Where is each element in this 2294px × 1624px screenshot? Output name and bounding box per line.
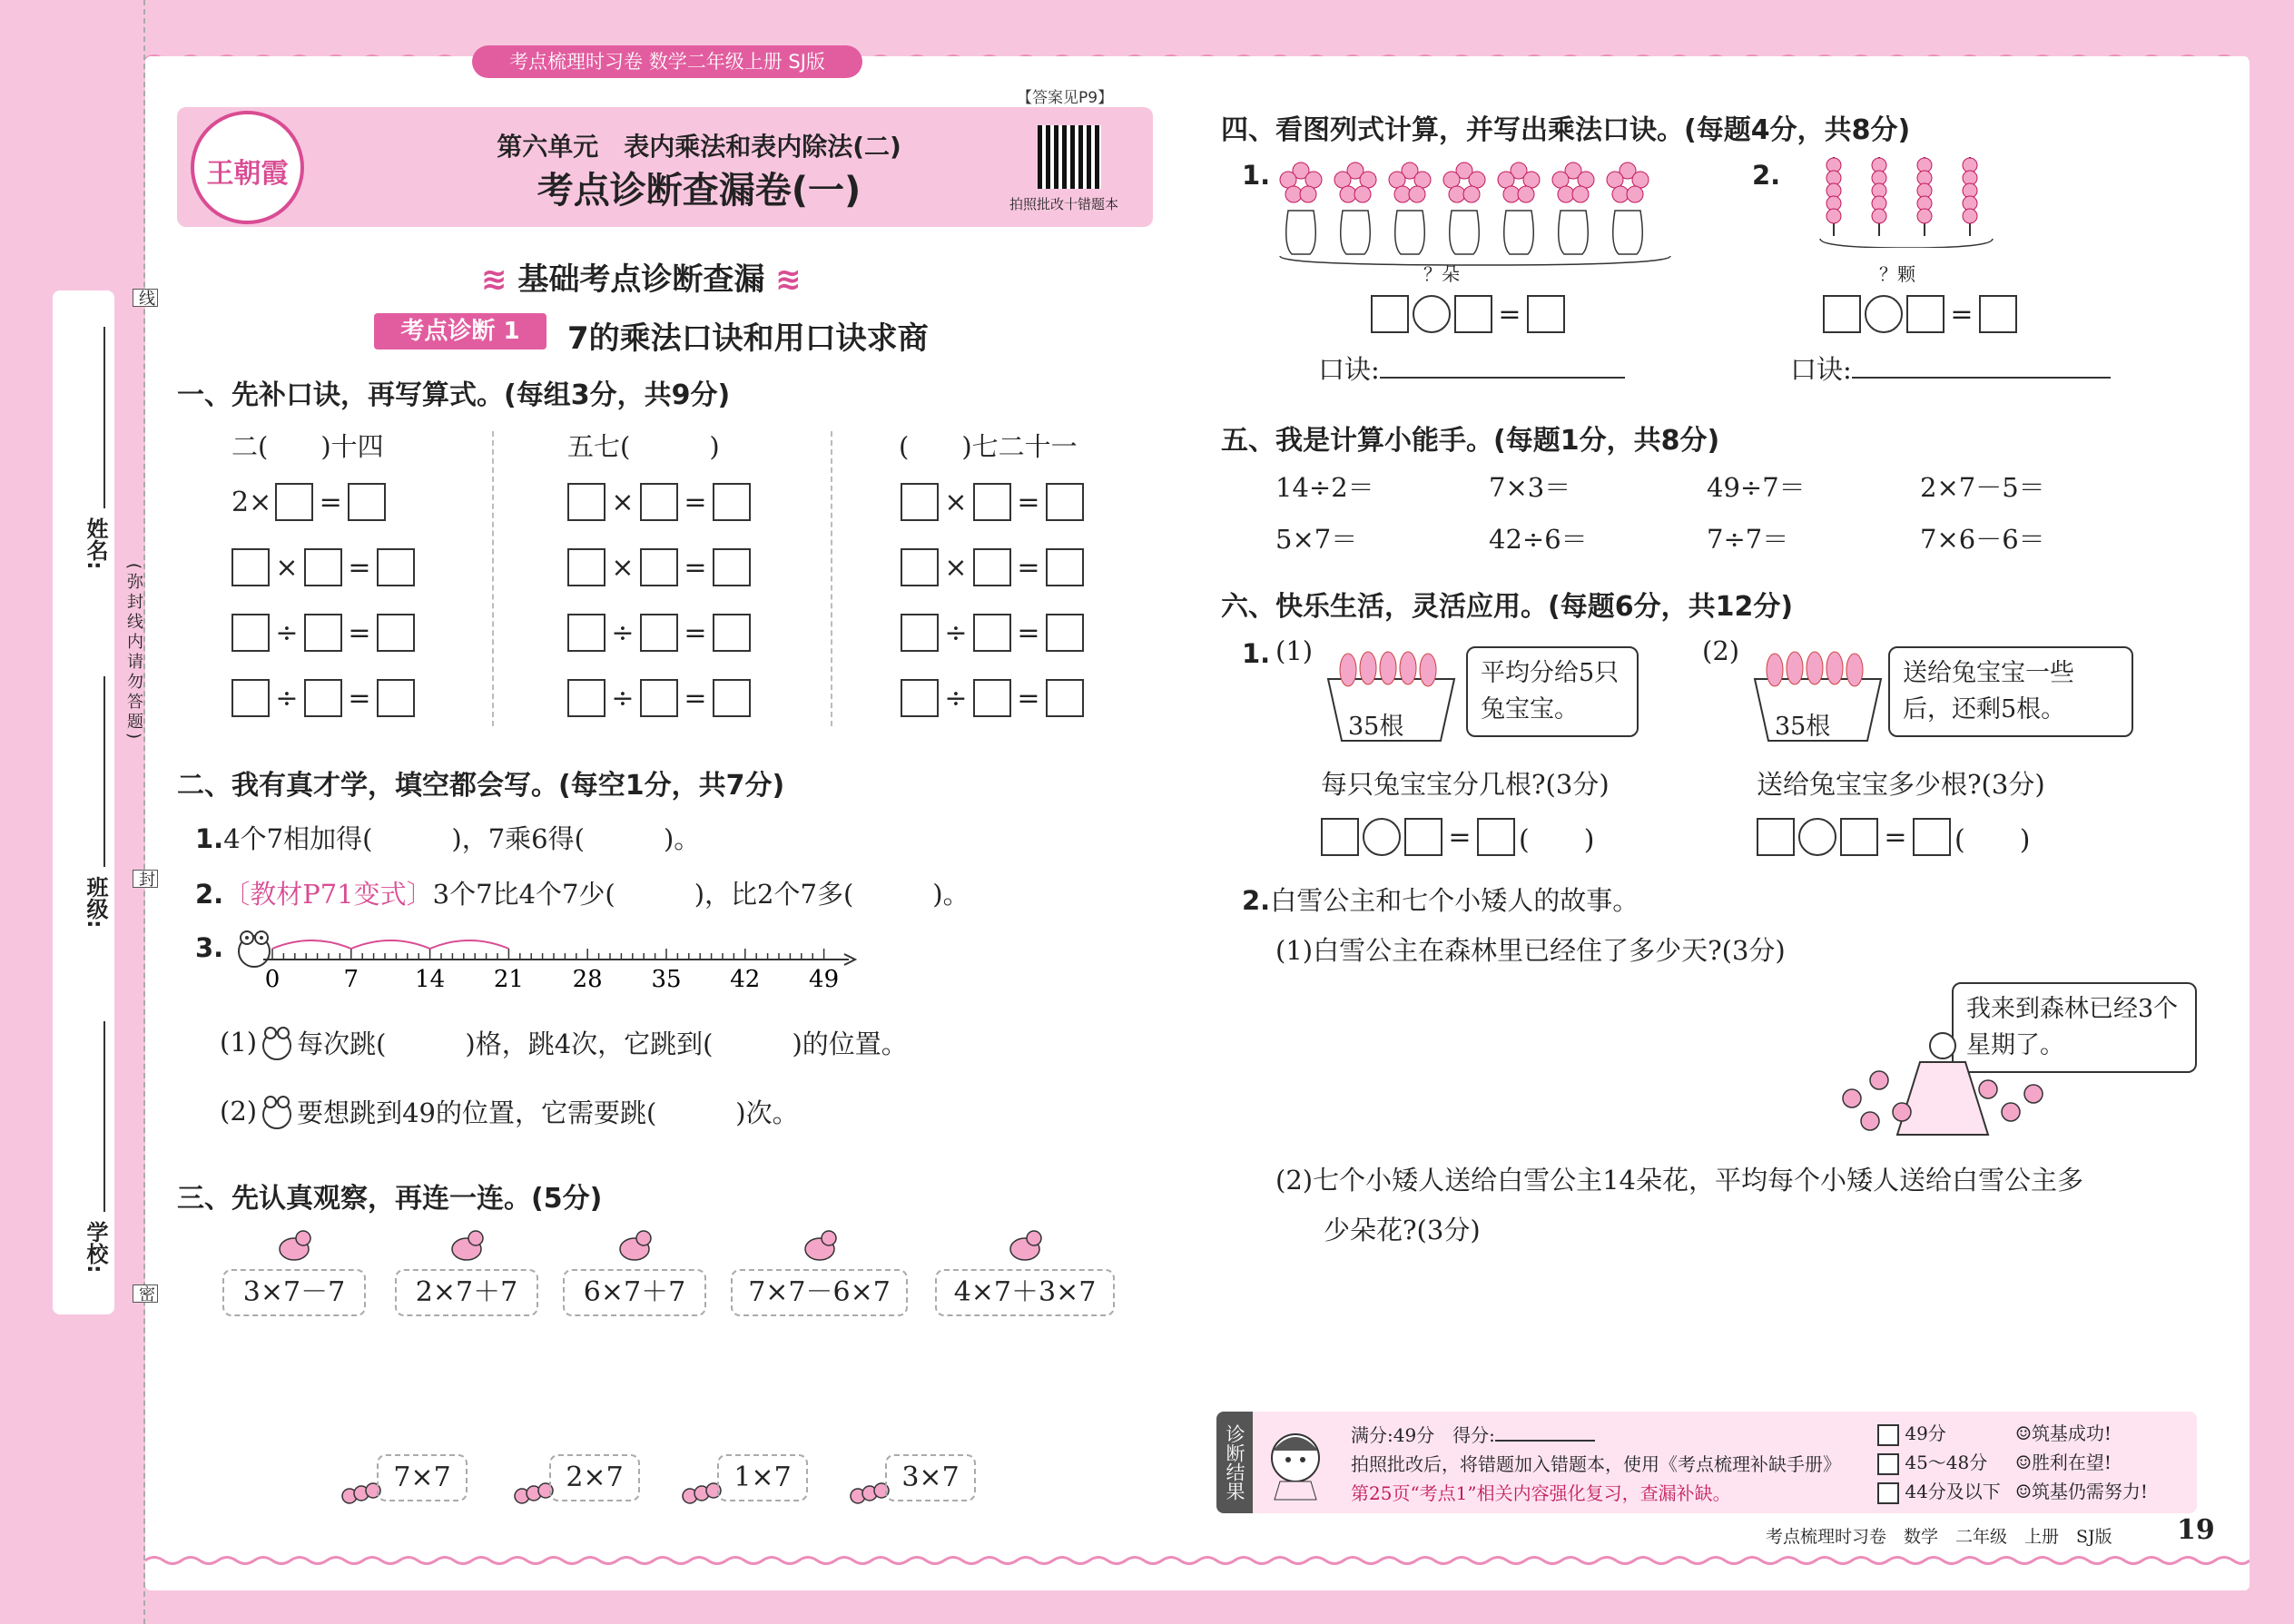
result-range: 45～48分	[1905, 1452, 1988, 1473]
frog-icon	[257, 1091, 297, 1131]
divide-sign: ÷	[275, 616, 299, 649]
match-expression-top[interactable]: 2×7＋7	[395, 1269, 538, 1316]
flower-icon	[1409, 186, 1425, 202]
question-2-3-1[interactable]	[220, 1022, 908, 1062]
answer-box[interactable]	[304, 614, 342, 652]
flower-icon	[1394, 186, 1411, 202]
answer-box[interactable]	[1757, 818, 1795, 856]
calc-item[interactable]: 14÷2＝	[1275, 472, 1374, 503]
q6-1-1-equation	[1321, 817, 1594, 857]
answer-box[interactable]	[1046, 679, 1084, 717]
diagnosis-title: 7的乘法口诀和用口诀求商	[567, 320, 929, 357]
section-2-title: 二、我有真才学，填空都会写。(每空1分，共7分)	[177, 770, 785, 802]
diagnosis-tag: 考点诊断 1	[374, 313, 546, 349]
answer-box[interactable]	[713, 614, 751, 652]
answer-box[interactable]	[713, 548, 751, 586]
flower-icon	[1280, 172, 1296, 188]
tick-label: 42	[730, 966, 761, 993]
qr-label: 拍照批改十错题本	[1009, 196, 1119, 212]
answer-box[interactable]	[567, 483, 605, 521]
answer-box[interactable]	[901, 548, 939, 586]
result-text-3	[2015, 1477, 2148, 1503]
checkbox[interactable]	[1877, 1453, 1899, 1475]
group-3-rhyme[interactable]: ( )七二十一	[899, 431, 1078, 462]
smiley-icon: ☺	[2015, 1481, 2032, 1502]
flower-icon	[1503, 186, 1520, 202]
divide-sign: ÷	[944, 616, 968, 649]
vase-icon	[1613, 211, 1643, 254]
match-expression-top[interactable]: 4×7＋3×7	[935, 1269, 1115, 1316]
section-6-title: 六、快乐生活，灵活应用。(每题6分，共12分)	[1221, 591, 1794, 623]
equals-sign: =	[1017, 486, 1040, 518]
unit-blank[interactable]: ( )	[1954, 824, 2031, 856]
result-option-1[interactable]	[1877, 1419, 1946, 1446]
question-2-3-2[interactable]	[220, 1091, 799, 1131]
bird-icon	[800, 1225, 840, 1264]
calc-item[interactable]: 42÷6＝	[1489, 524, 1588, 555]
answer-box[interactable]	[901, 679, 939, 717]
flower-icon	[1578, 172, 1594, 188]
tick-label: 7	[343, 966, 359, 993]
question-number: 1.	[1242, 160, 1271, 191]
equals-sign: =	[348, 551, 371, 584]
q4-2-equation	[1823, 295, 2017, 333]
result-comment: 筑基仍需努力!	[2031, 1481, 2148, 1502]
answer-box[interactable]	[1477, 818, 1515, 856]
speech-bubble-2: 送给兔宝宝一些后，还剩5根。	[1888, 646, 2133, 737]
flower-icon	[1360, 172, 1376, 188]
flower-icon	[1305, 172, 1322, 188]
question-6-2-2-cont: 少朵花?(3分)	[1324, 1215, 1481, 1245]
jump-arc	[430, 940, 509, 949]
section-1-title: 一、先补口诀，再写算式。(每组3分，共9分)	[177, 379, 731, 411]
times-sign: ×	[944, 486, 968, 518]
calc-item[interactable]: 49÷7＝	[1707, 472, 1806, 503]
sub-number: (2)	[220, 1096, 258, 1127]
basic-section-title: ≋ 基础考点诊断查漏 ≋	[481, 261, 802, 298]
q4-1-rhyme[interactable]	[1318, 349, 1625, 387]
group-1-rhyme[interactable]: 二( )十四	[231, 431, 384, 462]
question-text: 要想跳到49的位置，它需要跳( )次。	[297, 1097, 799, 1128]
diagnosis-tip-1: 拍照批改后，将错题加入错题本，使用《考点梳理补缺手册》	[1351, 1453, 1841, 1475]
answer-box[interactable]	[1046, 614, 1084, 652]
divide-sign: ÷	[944, 682, 968, 714]
divide-sign: ÷	[611, 682, 635, 714]
basket-label: 35根	[1348, 713, 1404, 741]
brace	[1280, 256, 1670, 265]
result-option-3[interactable]	[1877, 1477, 2001, 1504]
brand-logo-text: 王朝霞	[206, 158, 289, 190]
story-title: 白雪公主和七个小矮人的故事。	[1270, 885, 1639, 916]
equals-sign: =	[1017, 682, 1040, 714]
answer-box[interactable]	[1979, 295, 2017, 333]
flower-icon	[1627, 186, 1643, 202]
tick-label: 21	[493, 966, 524, 993]
unit-blank[interactable]: ( )	[1519, 824, 1595, 856]
dense-mark: 密	[133, 1284, 158, 1303]
answer-box[interactable]	[973, 548, 1011, 586]
tick-label: 35	[651, 966, 682, 993]
fruit-count-label: ？颗	[1879, 263, 1915, 285]
section-4-title: 四、看图列式计算，并写出乘法口诀。(每题4分，共8分)	[1221, 114, 1911, 146]
operator-circle[interactable]	[1363, 818, 1401, 856]
bird-icon	[1005, 1225, 1045, 1264]
operator-circle[interactable]	[1413, 295, 1451, 333]
answer-box[interactable]	[275, 483, 313, 521]
match-expression-top[interactable]: 6×7＋7	[563, 1269, 706, 1316]
answer-box[interactable]	[1321, 818, 1359, 856]
no-answer-note: (弥封线内请勿答题)	[124, 563, 143, 743]
answer-box[interactable]	[377, 679, 415, 717]
equals-sign: =	[684, 616, 707, 649]
calc-item[interactable]: 7÷7＝	[1707, 524, 1789, 555]
answer-box[interactable]	[1371, 295, 1409, 333]
score-line[interactable]	[1351, 1421, 1595, 1447]
flower-icon	[1612, 186, 1629, 202]
question-6-1-2[interactable]: 送给兔宝宝多少根?(3分)	[1757, 769, 2045, 800]
vase-icon	[1286, 211, 1316, 254]
bird-icon	[274, 1225, 314, 1264]
rhyme-label: 口诀:	[1318, 354, 1380, 385]
given-factor: 2×	[231, 486, 272, 518]
flower-icon	[1572, 186, 1589, 202]
answer-box[interactable]	[1454, 295, 1492, 333]
bird-icon	[447, 1225, 487, 1264]
flower-icon	[1300, 186, 1316, 202]
fruit-icon	[1917, 209, 1932, 223]
checkbox[interactable]	[1877, 1424, 1899, 1446]
section-3-title: 三、先认真观察，再连一连。(5分)	[177, 1183, 603, 1215]
speech-bubble-3: 我来到森林已经3个星期了。	[1952, 982, 2197, 1073]
flower-icon	[1607, 172, 1623, 188]
match-expression-bottom[interactable]: 3×7	[885, 1454, 976, 1501]
question-6-1-1[interactable]: 每只兔宝宝分几根?(3分)	[1321, 769, 1610, 800]
unit-title: 第六单元 表内乘法和表内除法(二)	[497, 132, 901, 162]
vase-icon	[1395, 211, 1425, 254]
equals-sign: =	[1017, 616, 1040, 649]
question-6-2	[1242, 881, 1639, 918]
tick-label: 49	[809, 966, 840, 993]
divide-sign: ÷	[275, 682, 299, 714]
brace	[1820, 239, 1993, 248]
name-line[interactable]	[103, 327, 105, 508]
question-2-2[interactable]	[195, 874, 970, 911]
question-2-1[interactable]	[195, 819, 700, 856]
smiley-icon: ☺	[2015, 1422, 2032, 1444]
divide-sign: ÷	[611, 616, 635, 649]
answer-box[interactable]	[713, 679, 751, 717]
divider	[492, 431, 494, 726]
tick-label: 0	[264, 966, 281, 993]
answer-box[interactable]	[567, 679, 605, 717]
question-number: 2.	[1242, 885, 1271, 916]
q4-1-equation	[1371, 295, 1565, 333]
calc-item[interactable]: 5×7＝	[1275, 524, 1358, 555]
vase-icon	[1450, 211, 1480, 254]
answer-box[interactable]	[377, 614, 415, 652]
answer-box[interactable]	[1823, 295, 1861, 333]
flower-icon	[1552, 172, 1569, 188]
calc-item[interactable]: 2×7－5＝	[1920, 472, 2045, 503]
full-score-text: 满分:49分 得分:	[1351, 1424, 1495, 1446]
sub-number: (1)	[1275, 635, 1314, 666]
equals-sign: =	[684, 486, 707, 518]
fruit-icon	[1963, 209, 1977, 223]
school-line[interactable]	[103, 1021, 105, 1212]
times-sign: ×	[275, 551, 299, 584]
series-chip: 考点梳理时习卷 数学二年级上册 SJ版	[472, 45, 862, 78]
group-2-rhyme[interactable]: 五七( )	[567, 431, 720, 462]
answer-box[interactable]	[973, 483, 1011, 521]
student-avatar	[1264, 1423, 1327, 1501]
checkbox[interactable]	[1877, 1482, 1899, 1504]
sub-number: (2)	[1702, 635, 1740, 666]
equals-sign: =	[319, 486, 342, 518]
tick-label: 14	[415, 966, 446, 993]
flower-icon	[1463, 186, 1480, 202]
equals-sign: =	[1017, 551, 1040, 584]
tick-label: 28	[572, 966, 603, 993]
question-number: 2.	[195, 879, 224, 910]
answer-box[interactable]	[1046, 548, 1084, 586]
q6-1-2-equation	[1757, 817, 2030, 857]
calc-item[interactable]: 7×3＝	[1489, 472, 1571, 503]
equals-sign: =	[684, 551, 707, 584]
answer-box[interactable]	[1906, 295, 1944, 333]
answer-box[interactable]	[640, 614, 678, 652]
result-comment: 筑基成功!	[2031, 1422, 2112, 1444]
question-number: 1.	[1242, 638, 1271, 669]
answer-box[interactable]	[640, 679, 678, 717]
flower-icon	[1449, 186, 1465, 202]
match-expression-bottom[interactable]: 2×7	[549, 1454, 640, 1501]
result-range: 49分	[1905, 1422, 1946, 1444]
flower-icon	[1354, 186, 1371, 202]
answer-box[interactable]	[377, 548, 415, 586]
flower-icon	[1632, 172, 1649, 188]
school-label: 学校:	[83, 1221, 108, 1274]
equals-sign: =	[1884, 821, 1907, 853]
rhyme-label: 口诀:	[1790, 354, 1852, 385]
bird-icon	[615, 1225, 655, 1264]
flower-icon	[1443, 172, 1460, 188]
answer-box[interactable]	[901, 614, 939, 652]
seal-line	[143, 0, 145, 1624]
flower-icon	[1498, 172, 1514, 188]
flower-icon	[1334, 172, 1351, 188]
answer-box[interactable]	[713, 483, 751, 521]
basket-label: 35根	[1775, 713, 1831, 741]
flower-icon	[1285, 186, 1302, 202]
result-range: 44分及以下	[1905, 1481, 2001, 1502]
answer-box[interactable]	[973, 614, 1011, 652]
group-1-equations	[231, 483, 415, 717]
jump-arc	[351, 940, 430, 949]
question-number: 3.	[195, 932, 224, 963]
equals-sign: =	[348, 682, 371, 714]
answer-box[interactable]	[1913, 818, 1951, 856]
wave-border-bottom	[145, 1554, 2250, 1567]
match-expression-top[interactable]: 3×7－7	[222, 1269, 366, 1316]
diagnosis-label: 诊断结果	[1216, 1412, 1253, 1513]
question-text: 每次跳( )格，跳4次，它跳到( )的位置。	[297, 1028, 908, 1059]
answer-box[interactable]	[231, 679, 270, 717]
smiley-icon: ☺	[2015, 1452, 2032, 1473]
frog-icon	[257, 1022, 297, 1062]
equals-sign: =	[1448, 821, 1472, 853]
qr-code-icon[interactable]	[1038, 125, 1101, 189]
flower-icon	[1389, 172, 1405, 188]
answer-box[interactable]	[567, 614, 605, 652]
class-label: 班级:	[83, 876, 108, 929]
match-expression-bottom[interactable]: 1×7	[717, 1454, 808, 1501]
section-5-title: 五、我是计算小能手。(每题1分，共8分)	[1221, 425, 1720, 457]
equals-sign: =	[684, 682, 707, 714]
number-line	[263, 940, 862, 994]
vase-icon	[1559, 211, 1589, 254]
result-comment: 胜利在望!	[2031, 1452, 2112, 1473]
question-6-2-1[interactable]: (1)白雪公主在森林里已经住了多少天?(3分)	[1275, 935, 1786, 966]
vase-icon	[1341, 211, 1371, 254]
footer-text: 考点梳理时习卷 数学 二年级 上册 SJ版	[1766, 1527, 2112, 1547]
equals-sign: =	[1950, 298, 1974, 330]
question-6-2-2[interactable]: (2)七个小矮人送给白雪公主14朵花，平均每个小矮人送给白雪公主多	[1275, 1165, 2083, 1196]
answer-box[interactable]	[1404, 818, 1442, 856]
result-option-2[interactable]	[1877, 1448, 1987, 1475]
answer-reference: 【答案见P9】	[1017, 89, 1114, 107]
calc-item[interactable]: 7×6－6＝	[1920, 524, 2045, 555]
times-sign: ×	[611, 486, 635, 518]
flower-icon	[1414, 172, 1431, 188]
times-sign: ×	[944, 551, 968, 584]
fruit-icon	[1826, 209, 1841, 223]
operator-circle[interactable]	[1865, 295, 1903, 333]
class-line[interactable]	[103, 676, 105, 867]
flower-icon	[1523, 172, 1540, 188]
flower-vases-picture	[1275, 154, 1675, 272]
flower-count-label: ？朵	[1423, 263, 1460, 285]
flower-icon	[1558, 186, 1574, 202]
flower-icon	[1518, 186, 1534, 202]
line-mark: 线	[133, 289, 158, 307]
equals-sign: =	[348, 616, 371, 649]
seal-mark: 封	[133, 870, 158, 888]
answer-box[interactable]	[348, 483, 386, 521]
question-text: 3个7比4个7少( )，比2个7多( )。	[432, 879, 970, 910]
jump-arc	[272, 940, 351, 949]
snow-white-and-dwarfs-picture	[1829, 1026, 2056, 1144]
answer-box[interactable]	[973, 679, 1011, 717]
match-expression-bottom[interactable]: 7×7	[377, 1454, 468, 1501]
answer-box[interactable]	[304, 548, 342, 586]
question-text: 4个7相加得( )，7乘6得( )。	[223, 823, 701, 854]
answer-box[interactable]	[640, 548, 678, 586]
answer-box[interactable]	[304, 679, 342, 717]
textbook-tag: 〔教材P71变式〕	[223, 879, 433, 910]
answer-box[interactable]	[640, 483, 678, 521]
page-number: 19	[2177, 1514, 2215, 1546]
operator-circle[interactable]	[1798, 818, 1836, 856]
name-label: 姓名:	[83, 517, 108, 570]
fruit-icon	[1872, 209, 1886, 223]
answer-box[interactable]	[231, 548, 270, 586]
sub-number: (1)	[220, 1027, 258, 1058]
answer-box[interactable]	[1046, 483, 1084, 521]
speech-bubble-1: 平均分给5只兔宝宝。	[1466, 646, 1639, 737]
answer-box[interactable]	[901, 483, 939, 521]
flower-icon	[1469, 172, 1485, 188]
divider	[831, 431, 832, 726]
match-expression-top[interactable]: 7×7－6×7	[731, 1269, 908, 1316]
candied-fruit-skewers-picture	[1816, 153, 1997, 248]
group-3-equations	[901, 483, 1084, 717]
question-number: 1.	[195, 823, 224, 854]
flower-icon	[1340, 186, 1356, 202]
question-number: 2.	[1752, 160, 1781, 191]
answer-box[interactable]	[1527, 295, 1565, 333]
equals-sign: =	[1498, 298, 1521, 330]
answer-box[interactable]	[231, 614, 270, 652]
q4-2-rhyme[interactable]	[1790, 349, 2111, 387]
vase-icon	[1504, 211, 1534, 254]
result-text-2	[2015, 1448, 2112, 1474]
exam-title: 考点诊断查漏卷(一)	[537, 170, 861, 212]
result-text-1	[2015, 1419, 2112, 1445]
group-2-equations	[567, 483, 751, 717]
times-sign: ×	[611, 551, 635, 584]
answer-box[interactable]	[1840, 818, 1878, 856]
diagnosis-tip-2: 第25页“考点1”相关内容强化复习，查漏补缺。	[1351, 1482, 1731, 1504]
answer-box[interactable]	[567, 548, 605, 586]
